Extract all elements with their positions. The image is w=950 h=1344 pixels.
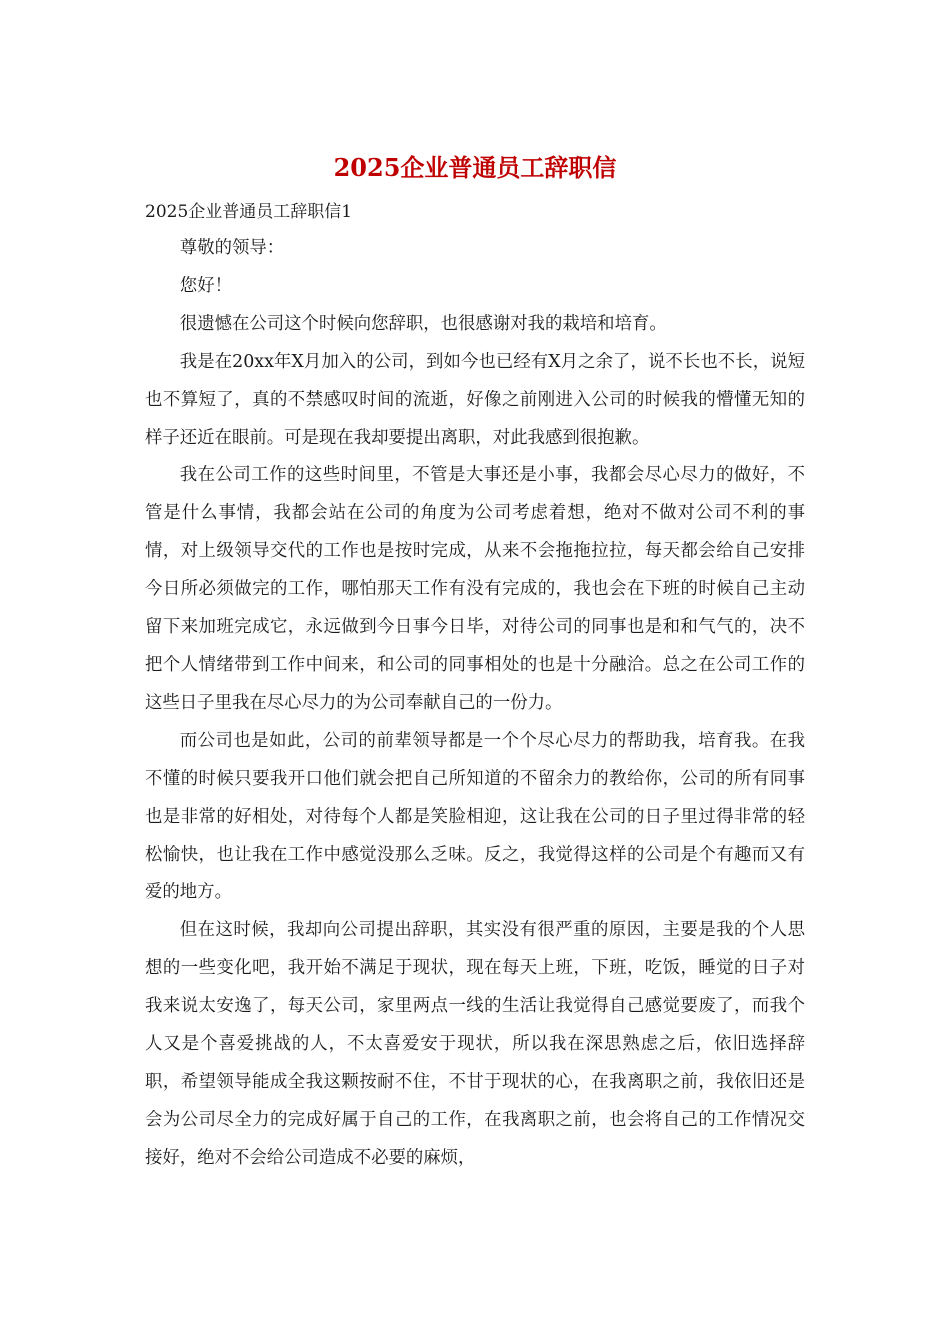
body-paragraph: 我在公司工作的这些时间里，不管是大事还是小事，我都会尽心尽力的做好，不管是什么事情，我都会站在公司的角度为公司考虑着想，绝对不做对公司不利的事情，对上级领导交代的工作也是按时完成，从来不会拖拖拉拉，每天都会给自己安排今日所必须做完的工作，哪怕那天工作有没有完成的，我也会在下班的时候自己主动留下来加班完成它，永远做到今日事今日毕，对待公司的同事也是和和气气的，决不把个人情绪带到工作中间来，和公司的同事相处的也是十分融洽。总之在公司工作的这些日子里我在尽心尽力的为公司奉献自己的一份力。 [145,465,805,713]
salutation: 尊敬的领导： [179,238,285,258]
document-title: 2025企业普通员工辞职信 [333,153,617,182]
document-subtitle: 2025企业普通员工辞职信1 [145,202,353,222]
body-paragraph: 而公司也是如此，公司的前辈领导都是一个个尽心尽力的帮助我，培育我。在我不懂的时候只要我开口他们就会把自己所知道的不留余力的教给你，公司的所有同事也是非常的好相处，对待每个人都是笑脸相迎，这让我在公司的日子里过得非常的轻松愉快，也让我在工作中感觉没那么乏味。反之，我觉得这样的公司是个有趣而又有爱的地方。 [145,730,805,903]
body-paragraph: 很遗憾在公司这个时候向您辞职，也很感谢对我的栽培和培育。 [179,313,667,334]
letter-body [145,230,805,1178]
body-paragraph: 但在这时候，我却向公司提出辞职，其实没有很严重的原因，主要是我的个人思想的一些变化吧，我开始不满足于现状，现在每天上班，下班，吃饭，睡觉的日子对我来说太安逸了，每天公司，家里两点一线的生活让我觉得自己感觉要废了，而我个人又是个喜爱挑战的人，不太喜爱安于现状，所以我在深思熟虑之后，依旧选择辞职，希望领导能成全我这颗按耐不住，不甘于现状的心，在我离职之前，我依旧还是会为公司尽全力的完成好属于自己的工作，在我离职之前，也会将自己的工作情况交接好，绝对不会给公司造成不必要的麻烦， [145,920,805,1168]
greeting: 您好！ [179,275,232,296]
body-paragraph: 我是在20xx年X月加入的公司，到如今也已经有X月之余了，说不长也不长，说短也不算短了，真的不禁感叹时间的流逝，好像之前刚进入公司的时候我的懵懂无知的样子还近在眼前。可是现在我却要提出离职，对此我感到很抱歉。 [145,351,805,448]
